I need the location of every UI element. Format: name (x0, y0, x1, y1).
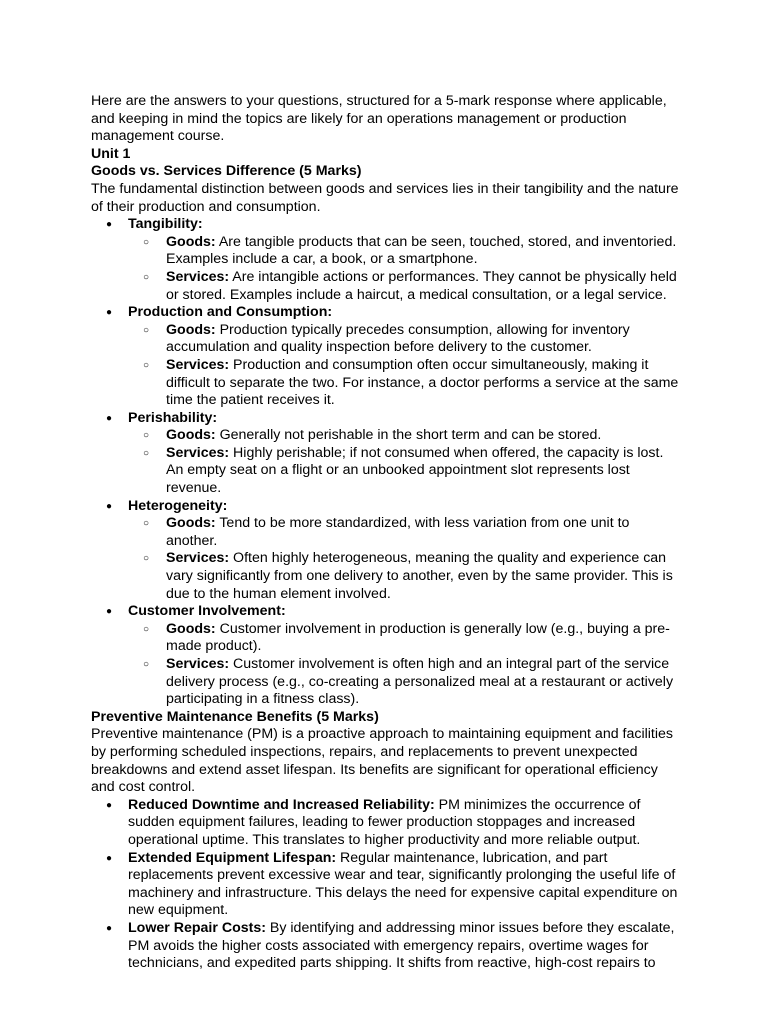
sub-item-text: Are intangible actions or performances. They cannot be physically held or stored. Examples include a haircut, a medical consultation, or a legal service. (166, 268, 677, 303)
sub-item-text: Customer involvement in production is generally low (e.g., buying a pre-made product). (166, 620, 670, 655)
sub-item-label: Goods: (166, 620, 216, 637)
item-label: Extended Equipment Lifespan: (128, 849, 337, 866)
intro-paragraph: Here are the answers to your questions, structured for a 5-mark response where applicable, and keeping in mind the topics are likely for an operations management or production management course. (91, 93, 667, 145)
sub-list-item (128, 550, 680, 603)
list-item (91, 216, 680, 304)
sub-item-text: Production typically precedes consumption, allowing for inventory accumulation and quality inspection before delivery to the customer. (166, 321, 630, 356)
sub-list-item (128, 322, 680, 357)
item-label: Lower Repair Costs: (128, 919, 266, 936)
unit-heading: Unit 1 (91, 145, 131, 162)
item-label: Production and Consumption: (128, 304, 333, 321)
section2-title: Preventive Maintenance Benefits (5 Marks) (91, 708, 379, 725)
sub-item-label: Goods: (166, 515, 216, 532)
list-item (91, 410, 680, 498)
sub-item-label: Services: (166, 356, 230, 373)
sub-item-text: Highly perishable; if not consumed when offered, the capacity is lost. An empty seat on a flight or an unbooked appointment slot represents lost revenue. (166, 444, 664, 497)
list-item (91, 920, 680, 973)
item-label: Heterogeneity: (128, 497, 228, 514)
sub-list-item (128, 427, 680, 445)
sub-item-label: Goods: (166, 427, 216, 444)
sub-list-item (128, 445, 680, 498)
sub-list (128, 515, 680, 603)
sub-list (128, 322, 680, 410)
sub-item-label: Services: (166, 268, 230, 285)
item-label: Tangibility: (128, 216, 203, 233)
item-label: Reduced Downtime and Increased Reliability: (128, 796, 435, 813)
list-item (91, 850, 680, 920)
sub-item-text: Generally not perishable in the short term and can be stored. (215, 427, 602, 444)
list-item (91, 797, 680, 850)
item-label: Customer Involvement: (128, 603, 286, 620)
sub-item-label: Services: (166, 550, 230, 567)
sub-item-text: Tend to be more standardized, with less variation from one unit to another. (166, 515, 630, 549)
item-label: Perishability: (128, 409, 218, 426)
sub-item-text: Are tangible products that can be seen, touched, stored, and inventoried. Examples include a car, a book, or a smartphone. (166, 233, 677, 268)
section2-intro: Preventive maintenance (PM) is a proactive approach to maintaining equipment and facilities by performing scheduled inspections, repairs, and replacements to prevent unexpected breakdowns and extend asset lifespan. Its benefits are significant for operational efficiency and cost control. (91, 726, 673, 796)
item-text: PM minimizes the occurrence of sudden equipment failures, leading to fewer production stoppages and increased operational uptime. This translates to higher productivity and more reliable output. (128, 796, 641, 848)
list-item (91, 304, 680, 410)
list-item (91, 498, 680, 604)
sub-item-text: Production and consumption often occur simultaneously, making it difficult to separate the two. For instance, a doctor performs a service at the same time the patient receives it. (166, 356, 679, 409)
item-text: Regular maintenance, lubrication, and part replacements prevent excessive wear and tear, significantly prolonging the useful life of machinery and infrastructure. This delays the need for expensive capital expenditure on new equipment. (128, 849, 678, 919)
sub-list (128, 427, 680, 497)
sub-list-item (128, 234, 680, 269)
sub-list-item (128, 621, 680, 656)
sub-list-item (128, 357, 680, 410)
section1-intro: The fundamental distinction between goods and services lies in their tangibility and the nature of their production and consumption. (91, 180, 679, 215)
sub-item-label: Goods: (166, 233, 216, 250)
section2-list (91, 797, 680, 973)
section1-title: Goods vs. Services Difference (5 Marks) (91, 163, 362, 180)
sub-item-label: Goods: (166, 321, 216, 338)
sub-list (128, 621, 680, 709)
sub-item-label: Services: (166, 444, 230, 461)
sub-list-item (128, 656, 680, 709)
sub-item-text: Customer involvement is often high and an integral part of the service delivery process (e.g., co-creating a personalized meal at a restaurant or actively participating in a fitness class). (166, 656, 674, 708)
section1-list (91, 216, 680, 709)
list-item (91, 603, 680, 709)
sub-item-text: Often highly heterogeneous, meaning the quality and experience can vary significantly from one delivery to another, even by the same provider. This is due to the human element involved. (166, 550, 673, 602)
sub-list (128, 234, 680, 304)
sub-list-item (128, 515, 680, 550)
item-text: By identifying and addressing minor issues before they escalate, PM avoids the higher costs associated with emergency repairs, overtime wages for technicians, and expedited parts shipping. It shifts from reactive, high-cost repairs to (128, 919, 675, 972)
sub-list-item (128, 269, 680, 304)
sub-item-label: Services: (166, 656, 230, 672)
